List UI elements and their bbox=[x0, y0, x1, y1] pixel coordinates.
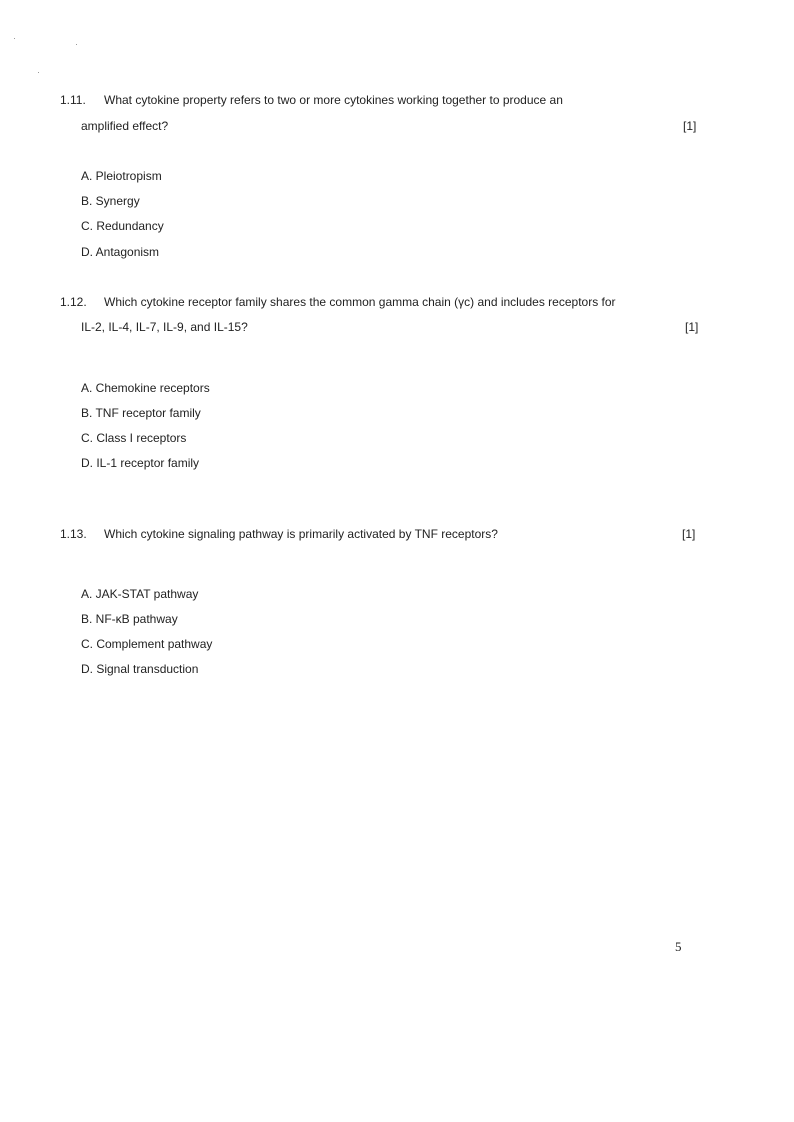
question-number: 1.12. bbox=[60, 295, 87, 309]
option-c: C. Class I receptors bbox=[81, 431, 187, 445]
marks: [1] bbox=[682, 527, 696, 541]
option-a: A. Pleiotropism bbox=[81, 169, 162, 183]
option-c: C. Redundancy bbox=[81, 219, 164, 233]
option-b: B. NF-κB pathway bbox=[81, 612, 178, 626]
marks: [1] bbox=[683, 119, 697, 133]
question-number: 1.13. bbox=[60, 527, 87, 541]
question-text: Which cytokine receptor family shares the common gamma chain (γc) and includes receptors for bbox=[104, 295, 616, 309]
option-b: B. Synergy bbox=[81, 194, 140, 208]
question-text: What cytokine property refers to two or more cytokines working together to produce an bbox=[104, 93, 563, 107]
scan-speck bbox=[14, 38, 15, 39]
scan-speck bbox=[76, 44, 77, 45]
option-c: C. Complement pathway bbox=[81, 637, 213, 651]
option-a: A. JAK-STAT pathway bbox=[81, 587, 199, 601]
option-d: D. Antagonism bbox=[81, 245, 160, 259]
question-number: 1.11. bbox=[60, 93, 86, 107]
scan-speck bbox=[38, 72, 39, 73]
question-text-cont: IL-2, IL-4, IL-7, IL-9, and IL-15? bbox=[81, 320, 248, 334]
option-d: D. IL-1 receptor family bbox=[81, 456, 200, 470]
question-text: Which cytokine signaling pathway is primarily activated by TNF receptors? bbox=[104, 527, 498, 541]
option-a: A. Chemokine receptors bbox=[81, 381, 210, 395]
option-b: B. TNF receptor family bbox=[81, 406, 201, 420]
question-text-cont: amplified effect? bbox=[81, 119, 169, 133]
option-d: D. Signal transduction bbox=[81, 662, 199, 676]
page-number: 5 bbox=[675, 939, 682, 954]
marks: [1] bbox=[685, 320, 699, 334]
